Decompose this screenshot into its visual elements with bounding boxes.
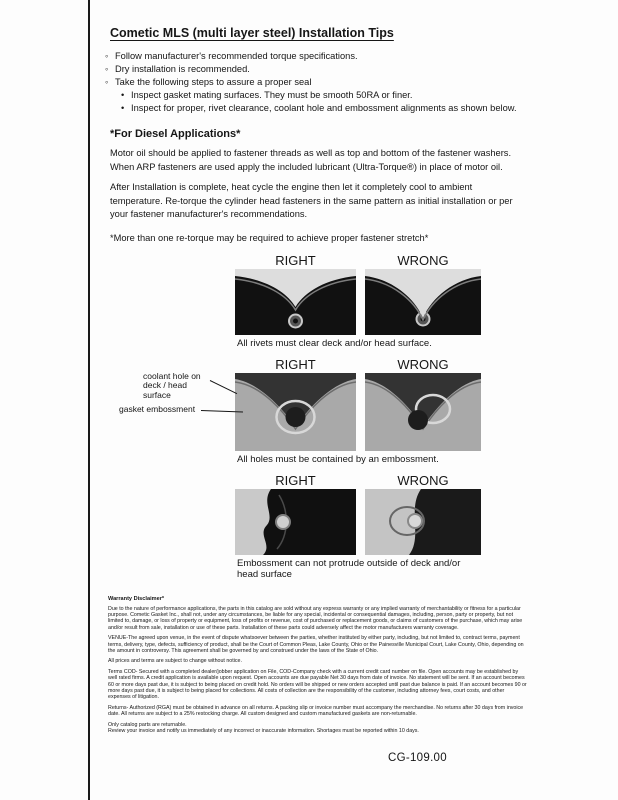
page-title: Cometic MLS (multi layer steel) Installation Tips (110, 26, 394, 40)
disclaimer-paragraph: Only catalog parts are returnable. (108, 721, 187, 728)
tip-sub-item (121, 102, 531, 115)
page-content (97, 20, 531, 738)
diagram-caption: All holes must be contained by an embossment. (237, 453, 439, 465)
installation-tips-list (97, 50, 531, 115)
disclaimer-heading: Warranty Disclaimer* (108, 595, 165, 602)
disclaimer-paragraph: Terms COD- Secured with a completed dealer/jobber application on File, COD-Company check with a current credit card number on file. Open accounts may be established by well rated firms. A credit application is available upon request. Open accounts are due payable Net 30 days from date of invoice. No statement will be sent. If an account becomes 60 or more days past due, it is subject to being placed on credit hold. No orders will be shipped or new orders accepted until past due balance is paid. If an account becomes 90 or more days past due, it is subject to being placed for collections. All costs of collection are the responsibility of the customer, including attorney fees, court costs, and other expenses of litigation. (108, 668, 527, 701)
tip-item (105, 50, 531, 63)
diesel-paragraph-1: Motor oil should be applied to fastener threads as well as top and bottom of the fastener washers. When ARP fasteners are used apply the included lubricant (Ultra-Torque®) in place of motor oil. (110, 148, 512, 172)
diagram-wrong-column (365, 473, 481, 555)
tip-text: Dry installation is recommended. (115, 64, 250, 74)
diagram-wrong-column (365, 357, 481, 451)
embossment-wrong-diagram (365, 489, 481, 555)
wrong-label: WRONG (397, 472, 449, 488)
tip-text: Take the following steps to assure a proper seal (115, 77, 312, 87)
diagram-row-embossment (97, 473, 531, 580)
rivets-right-diagram (235, 269, 356, 335)
tip-text: Follow manufacturer's recommended torque specifications. (115, 51, 358, 61)
diesel-paragraph-2: After Installation is complete, heat cycle the engine then let it completely cool to ambient temperature. Re-torque the cylinder head fasteners in the same pattern as initial installation or per your fastener manufacturer's recommendations. (110, 182, 513, 219)
annotation-gasket-embossment: gasket embossment (119, 403, 196, 414)
diagram-right-column (235, 473, 356, 555)
tip-item (105, 63, 531, 76)
diagram-right-column (235, 253, 356, 335)
diagram-caption: Embossment can not protrude outside of deck and/or head surface (237, 557, 461, 580)
annotation-coolant-hole: coolant hole on deck / head surface (143, 370, 201, 400)
embossment-right-diagram (235, 489, 356, 555)
diagram-pair (235, 473, 531, 555)
diagram-right-column (235, 357, 356, 451)
bullet-marker: • (121, 103, 125, 113)
right-label: RIGHT (275, 252, 316, 268)
disclaimer-paragraph: All prices and terms are subject to change without notice. (108, 658, 242, 665)
disclaimer-paragraph: Due to the nature of performance applications, the parts in this catalog are sold without any express warranty or any implied warranty of merchantability or fitness for a particular purpose. Cometic Gasket Inc., shall not, under any circumstances, be liable for any special, incidental or consequential damages, including, person, party or property, but not limited to, damage, or loss of property or equipment, loss of profits or revenue, cost of purchased or replacement goods, or claims of customers of the purchase, which may arise and/or result from sale, installation or use of these parts. Installation of these parts could adversely affect the motor manufacturers warranty coverage. (108, 605, 523, 631)
wrong-label: WRONG (397, 356, 449, 372)
warranty-disclaimer (108, 596, 528, 735)
diagram-wrong-column (365, 253, 481, 335)
holes-wrong-diagram (365, 373, 481, 451)
wrong-label: WRONG (397, 252, 449, 268)
page-edge-line (88, 0, 90, 800)
bullet-marker: • (121, 90, 125, 100)
tip-text: Inspect gasket mating surfaces. They must be smooth 50RA or finer. (131, 90, 413, 100)
rivets-wrong-diagram (365, 269, 481, 335)
tip-sub-item (121, 89, 531, 102)
diagram-caption: All rivets must clear deck and/or head surface. (237, 337, 432, 349)
retorque-note: *More than one re-torque may be required to achieve proper fastener stretch* (110, 232, 429, 243)
diesel-applications-heading: *For Diesel Applications* (110, 128, 241, 140)
diagram-section (97, 253, 531, 580)
bullet-marker: ◦ (105, 77, 109, 87)
disclaimer-paragraph: Review your invoice and notify us immediately of any incorrect or inaccurate information. Shortages must be reported within 10 days. (108, 728, 419, 734)
diagram-row-rivets (97, 253, 531, 349)
bullet-marker: ◦ (105, 64, 109, 74)
right-label: RIGHT (275, 472, 316, 488)
holes-right-diagram (235, 373, 356, 451)
diagram-row-holes (97, 357, 531, 465)
tip-text: Inspect for proper, rivet clearance, coolant hole and embossment alignments as shown below. (131, 103, 517, 113)
bullet-marker: ◦ (105, 51, 109, 61)
tip-item (105, 76, 531, 89)
right-label: RIGHT (275, 356, 316, 372)
diagram-pair (235, 357, 531, 451)
diagram-pair (235, 253, 531, 335)
page-code: CG-109.00 (388, 752, 447, 764)
disclaimer-paragraph: VENUE-The agreed upon venue, in the event of dispute whatsoever between the parties, whether instituted by either party, including, but not limited to, contract terms, payment terms, delivery, type, defects, sufficiency of product, shall be the Court of Common Pleas, Lake County, Ohio or the Painesville Municipal Court, Lake County, Ohio, depending on the amount in controversy. This agreement shall be governed by and construed under the laws of the State of Ohio. (108, 635, 524, 654)
disclaimer-paragraph: Returns- Authorized (RGA) must be obtained in advance on all returns. A packing slip or invoice number must accompany the merchandise. No returns after 30 days from invoice date. All returns are subject to a 25% restocking charge. All custom designed and custom manufactured gaskets are non-returnable. (108, 704, 524, 718)
